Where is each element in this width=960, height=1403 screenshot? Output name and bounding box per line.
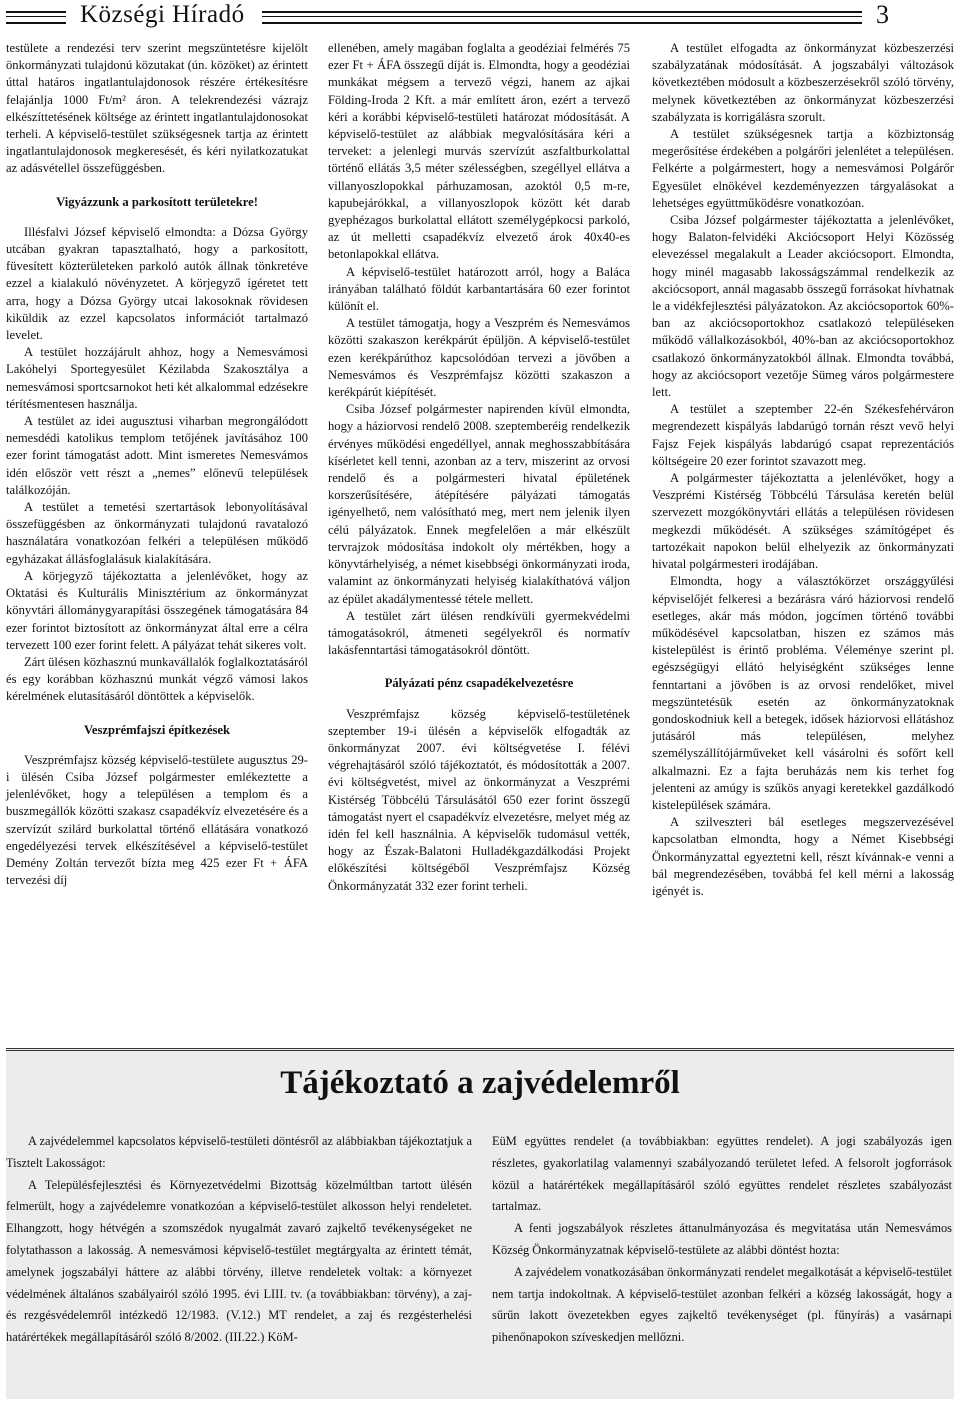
paragraph: Zárt ülésen közhasznú munkavállalók foglalkoztatásáról és egy korábban közhasznú munkát végző vámosi lakos kérelmének elutasításáról döntöttek a képviselők. xyxy=(6,654,308,704)
paragraph: A testület zárt ülésen rendkívüli gyermekvédelmi támogatásokról, átmeneti segélyekről és normatív lakásfenntartási támogatásokról döntött. xyxy=(328,608,630,658)
notice-column-right xyxy=(492,1131,952,1349)
page-header xyxy=(0,0,960,36)
paragraph: A zajvédelem vonatkozásában önkormányzati rendelet megalkotását a képviselő-testület nem tartja indokoltnak. A képviselő-testület azonban felkéri a község lakosságát, hogy a sűrűn lakott övezetekben egyes zajkeltő tevékenységet (pl. fűnyírás) a vasárnapi pihenőnapokon szíveskedjen mellőzni. xyxy=(492,1264,952,1345)
header-rule-left xyxy=(6,11,66,24)
section-heading: Vigyázzunk a parkosított területekre! xyxy=(56,194,258,209)
paragraph: A szilveszteri bál esetleges megszervezésével kapcsolatban elmondta, hogy a Német Kisebbségi Önkormányzattal egyeztetni kell, részt kívánnak-e venni a bál megrendezésében, továbbá fel kell mérni a lakosság igényét is. xyxy=(652,815,954,898)
paragraph: A testület az idei augusztusi viharban megrongálódott nemesdédi katolikus templom tetőjének javításához 100 ezer forint támogatást adott. Mint ismeretes Nemesvámos idén először vett részt a „nemes” előnevű települések találkozóján. xyxy=(6,414,308,497)
paragraph: A fenti jogszabályok részletes áttanulmányozása és megvitatása után Nemesvámos Község Önkormányzatnak képviselő-testülete az alábbi döntést hozta: xyxy=(492,1221,952,1257)
paragraph: A testület szükségesnek tartja a közbiztonság megerősítése érdekében a polgárőri jelenlétet a településen. Felkérte a polgármestert, hogy a nemesvámosi Polgárőr Egyesület elnökével kezdeményezzen tárgyalásokat a lehetséges együttműködésre vonatkozóan. xyxy=(652,127,954,210)
paragraph: A testület hozzájárult ahhoz, hogy a Nemesvámosi Lakóhelyi Sportegyesület Kézilabda Szakosztálya a nemesvámosi sportcsarnokot heti két alkalommal edzésekre térítésmentesen használja. xyxy=(6,345,308,411)
paragraph: A polgármester tájékoztatta a jelenlévőket, hogy a Veszprémi Kistérség Többcélú Társulása keretén belül szervezett mozgókönyvtári ellátás a településen rövidesen megkezdi működését. A szükséges számítógépet és tartozékait napokon belül elhelyezik az önkormányzati hivatal polgármesteri irodájában. xyxy=(652,471,954,572)
paragraph: A képviselő-testület határozott arról, hogy a Baláca irányában található földút karbantartására 60 ezer forintot különít el. xyxy=(328,264,630,314)
page-number: 3 xyxy=(876,0,889,29)
paragraph: A körjegyző tájékoztatta a jelenlévőket, hogy az Oktatási és Kulturális Minisztérium az önkormányzat könyvtári állománygyarapítási összegének támogatására 84 ezer forintot biztosított az önkormányzat által erre a célra tervezett 100 ezer forint felett. A pályázat tehát sikeres volt. xyxy=(6,568,308,652)
paragraph: Veszprémfajsz község képviselő-testülete augusztus 29-i ülésén Csiba József polgármester emlékeztette a jelenlévőket, hogy a településen a templom és a buszmegállók közötti szakasz csapadékvíz elvezetésére és a szervízút szilárd burkolattal történő ellátására vonatkozó engedélyezési tervek elkészítésével a képviselő-testület Demény Zoltán tervezőt bízta meg 425 ezer Ft + ÁFA tervezési díj xyxy=(6,752,308,888)
paragraph: A testület elfogadta az önkormányzat közbeszerzési szabályzatának módosítását. A jogszabályi változások következtében módosult a közbeszerzésekről szóló törvény, melynek következtében az önkormányzat közbeszerzési szabályzata is korrigálásra szorult. xyxy=(652,41,954,124)
paragraph: A Településfejlesztési és Környezetvédelmi Bizottság közelmúltban tartott ülésén felmerült, hogy a zajvédelemre vonatkozóan a képviselő-testület alkosson helyi rendeletet. Elhangzott, hogy hétvégén a szomszédok nyugalmát zavaró zajkeltő tevékenységeket ne folytathasson a lakosság. A nemesvámosi képviselő-testület megtárgyalta az érintett témát, amelynek jogszabályi háttere az alábbi törvény, illetve rendeletek voltak: a környezet védelmének általános szabályairól szóló 1995. évi LIII. tv. (a továbbiakban: törvény), a zaj- és rezgésvédelemről intézkedő 12/1983. (V.12.) MT rendelet, a zaj és rezgésterhelési határértékek megállapításáról szóló 8/2002. (III.22.) KöM- xyxy=(6,1177,472,1345)
noise-notice-box xyxy=(6,1048,954,1399)
header-rule-right xyxy=(262,11,862,24)
column-3 xyxy=(652,40,954,900)
paragraph: Csiba József polgármester napirenden kívül elmondta, hogy a háziorvosi rendelő 2008. szeptemberéig rendelkezik érvényes működési engedéllyel, annak meghosszabbítására kísérletet kell tenni, azonban az a terv, miszerint az orvosi rendelő és a polgármesteri hivatal épületének korszerűsítésére, átépítésére pályázati támogatás igényelhető, nem valósítható meg, mert nem jelenik ilyen célú pályázatok. Ennek megfelelően a már elkészült tervrajzok módosítása indokolt oly mértékben, hogy a könyvtárhelyiség, a német kisebbségi önkormányzati iroda, valamint az önkormányzati helyiség kialakíthatóvá váljon az épület akadálymentessé tétele mellett. xyxy=(328,402,630,606)
notice-column-left xyxy=(6,1131,472,1349)
column-1 xyxy=(6,40,308,889)
newspaper-title: Községi Híradó xyxy=(80,1,245,28)
paragraph: ellenében, amely magában foglalta a geodéziai felmérés 75 ezer Ft + ÁFA összegű díját is. Elmondta, hogy a geodéziai munkákat mégsem a tervező végzi, hanem az ajkai Földing-Iroda 2 Kft. a már említett áron, ezért a tervező kéri a korábbi képviselő-testületi határozat módosítását. A képviselő-testület az alábbiak megvalósítására kéri a terveket: a jelenlegi murvás szervízút aszfaltburkolattal történő ellátás 3,5 méter szélességben, szegéllyel ellátva a villanyoszlopokkal párhuzamosan, azoktól 0,5 m-re, kapubejárókkal, a villanyoszlopok között két darab gyephézagos burkolattal ellátott személygépkocsi parkoló, az út melletti csapadékvíz elvezető árok 40x40-es betonlapokkal ellátva. xyxy=(328,41,630,262)
column-2 xyxy=(328,40,630,895)
section-heading: Veszprémfajszi építkezések xyxy=(83,722,231,737)
paragraph: Csiba József polgármester tájékoztatta a jelenlévőket, hogy Balaton-felvidéki Akciócsoport Helyi Közösség elevezéssel megalakult a Leader akciócsoport. Elmondta, hogy minél magasabb lakosságszámmal rendelkezik az akciócsoport, annál magasabb összegű forrásokat hívhatnak le a vidékfejlesztési pályázatokon. Az akciócsoportok 60%-ban az akciócsoportokhoz csatlakozó településeken működő vállalkozásokból, 40%-ban az akciócsoportokhoz csatlakozó önkormányzatokból állnak. Elmondta továbbá, hogy az akciócsoport vezetője Sümeg város polgármestere lett. xyxy=(652,213,954,400)
paragraph: EüM együttes rendelet (a továbbiakban: együttes rendelet). A jogi szabályozás igen részletes, gyakorlatilag valamennyi szabályozandó területet lefed. A felsorolt jogforrások közül a határértékek megállapításáról szóló együttes rendelet részletes szabályozást tartalmaz. xyxy=(492,1134,952,1214)
paragraph: A zajvédelemmel kapcsolatos képviselő-testületi döntésről az alábbiakban tájékoztatjuk a Tisztelt Lakosságot: xyxy=(6,1134,472,1170)
paragraph: Illésfalvi József képviselő elmondta: a Dózsa György utcában gyakran tapasztalható, hogy a parkosított, füvesített közterületeken parkoló autók állnak tönkretéve ezzel a kialakuló növényzetet. A körjegyző ígéretet tett arra, hogy a Dózsa György utcai lakosoknak rövidesen kiküldik az ezzel kapcsolatos információt tartalmazó levelet. xyxy=(6,224,308,343)
notice-title: Tájékoztató a zajvédelemről xyxy=(280,1065,680,1101)
paragraph: A testület támogatja, hogy a Veszprém és Nemesvámos közötti szakaszon kerékpárút épüljön. A képviselő-testület ezen kerékpárúthoz kapcsolódóan tervezi a jövőben a Nemesvámos és Veszprémfajsz közötti szakaszon a kerékpárút kiépítését. xyxy=(328,316,630,400)
section-heading: Pályázati pénz csapadékelvezetésre xyxy=(384,676,574,691)
paragraph: Veszprémfajsz község képviselő-testületének szeptember 19-i ülésén a képviselők elfogadták az önkormányzat 2007. évi költségvetése I. félévi végrehajtásáról szóló tájékoztatót, és módosították a 2007. évi költségvetést, mivel az önkormányzat a Veszprémi Kistérség Többcélú Társulásától 650 ezer forint összegű támogatást nyert el csapadékvíz elvezetésre, melyet még az idén fel kell használnia. A képviselők tudomásul vették, hogy az Észak-Balatoni Hulladékgazdálkodási Projekt előkészítési költségéből Veszprémfajsz Község Önkormányzatát 332 ezer forint terheli. xyxy=(328,706,630,893)
paragraph: testülete a rendezési terv szerint megszüntetésre kijelölt önkormányzati tulajdonú közutakat (ún. közöket) az érintett úttal határos ingatlantulajdonosok részére értékesítésre felajánlja 1000 Ft/m² áron. A telekrendezési vázrajz elkészíttetésének költsége az érintett ingatlantulajdonosokat terheli. A képviselő-testület szükségesnek tartja az érintett ingatlantulajdonosok megkeresését, és kéri nyilatkozatukat az adásvétellel összefüggésben. xyxy=(6,41,308,176)
paragraph: A testület a temetési szertartások lebonyolításával összefüggésben az önkormányzati tulajdonú ravatalozó használatára vonatkozóan felkéri a településen működő egyházakat állásfoglalásuk kialakítására. xyxy=(6,500,308,566)
paragraph: Elmondta, hogy a választókörzet országgyűlési képviselőjét felkeresi a bezárásra váró háziorvosi rendelő esetleges, akár más módon, jogcímen történő további működésével kapcsolatban, hiszen ez számos más kistelepülést is érintő probléma. Véleménye szerint pl. egészségügyi ellátó helyiségként szükséges lenne fenntartani a jövőben is az orvosi rendelőket, mivel megszüntetésük esetén az önkormányzatoknak gondoskodniuk kell a betegek, idősek háziorvosi ellátáshoz jutásáról más településen, melyhez személyszállítójárműveket kell vásárolni és sofőrt kell alkalmazni. Ez a fajta beruházás nem kis terhet fog jelenteni az amúgy is szűkös anyagi keretekkel gazdálkodó kistelepülések számára. xyxy=(652,574,954,812)
paragraph: A testület a szeptember 22-én Székesfehérváron megrendezett kispályás labdarúgó tornán részt vevő helyi Fajsz Fejek kispályás labdarúgó csapat reprezentációs költségeire 20 ezer forintot szavazott meg. xyxy=(652,402,954,468)
